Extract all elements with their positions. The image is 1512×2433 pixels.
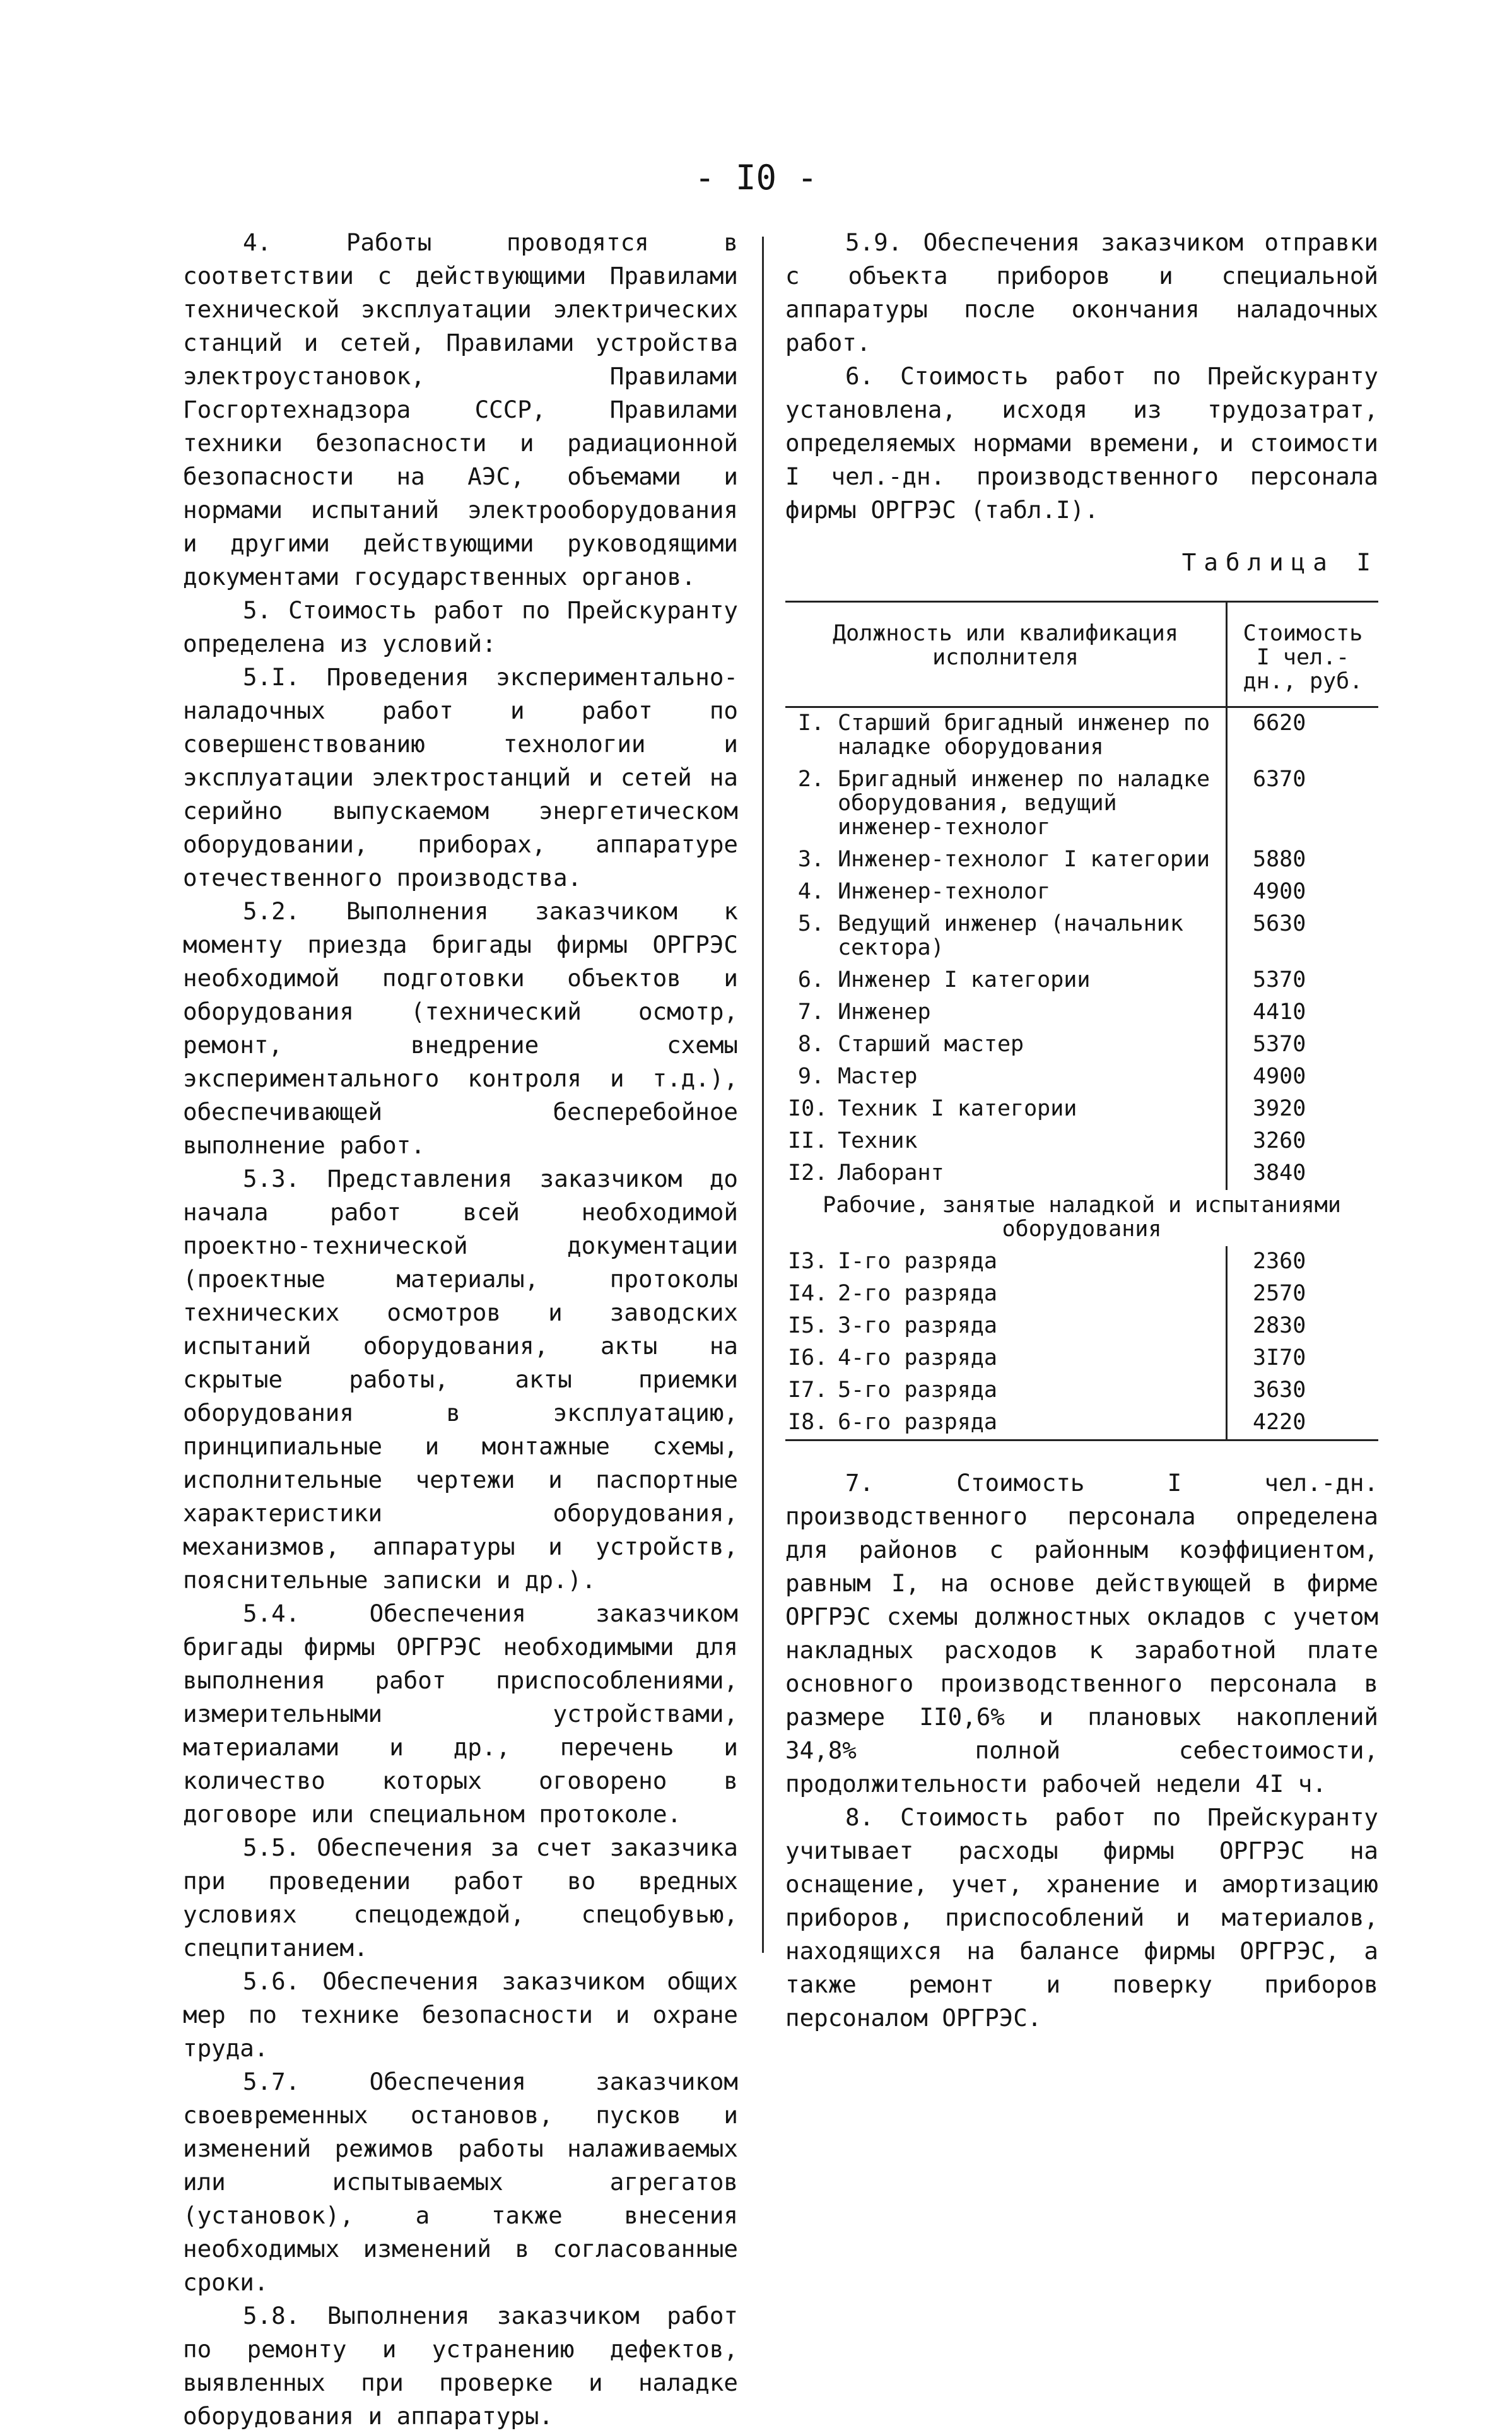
right-column [785,226,1378,2035]
position-title: I-го разряда [838,1249,997,1274]
cost-cell: 4900 [1253,879,1306,904]
position-title: Инженер-технолог [838,879,1051,904]
position-cell [785,764,1227,844]
cost-cell: 4410 [1253,999,1306,1025]
row-number: I6. [788,1345,828,1370]
position-title: Инженер I категории [838,967,1091,993]
table-row [785,1093,1378,1126]
row-number: II. [788,1128,828,1153]
table-group-row [785,1190,1378,1246]
table-row [785,844,1378,876]
table-row [785,1278,1378,1311]
position-title: 5-го разряда [838,1377,997,1403]
position-cell [785,1246,1227,1278]
cost-cell: 5880 [1253,847,1306,872]
position-cell [785,965,1227,997]
cost-table [785,601,1378,1441]
cost-cell: 2360 [1253,1249,1306,1274]
position-cell [785,1311,1227,1343]
paragraph-5-7: 5.7. Обеспечения заказчиком своевременных остановов, пусков и изменений режимов работы налаживаемых или испытываемых агрегатов (установок), а также внесения необходимых изменений в согласованные сроки. [183,2068,738,2296]
position-cell [785,1029,1227,1061]
table-row [785,965,1378,997]
row-number: 4. [797,879,824,904]
group-title: Рабочие, занятые наладкой и испытаниями оборудования [823,1193,1341,1242]
row-number: 7. [797,999,824,1025]
cost-cell: 4220 [1253,1410,1306,1435]
table-row [785,909,1378,965]
position-title: Мастер [838,1064,918,1089]
cost-cell: 6370 [1253,767,1306,792]
cost-cell: 3630 [1253,1377,1306,1403]
cost-cell: 3840 [1253,1160,1306,1186]
row-number: I2. [788,1160,828,1186]
row-number: I8. [788,1410,828,1435]
table-row [785,1126,1378,1158]
position-title: 6-го разряда [838,1410,997,1435]
table-row [785,1343,1378,1375]
cost-cell: 3I70 [1253,1345,1306,1370]
position-title: Старший мастер [838,1032,1024,1057]
position-title: Техник I категории [838,1096,1077,1121]
row-number: 2. [797,767,824,792]
row-number: I3. [788,1249,828,1274]
position-cell [785,1158,1227,1190]
row-number: 6. [797,967,824,993]
paragraph-5-3: 5.3. Представления заказчиком до начала работ всей необходимой проектно-технической документации (проектные материалы, протоколы технических осмотров и заводских испытаний оборудования, акты на скрытые работы, акты приемки оборудования в эксплуатацию, принципиальные и монтажные схемы, исполнительные чертежи и паспортные характеристики оборудования, механизмов, аппаратуры и устройств, пояснительные записки и др.). [183,1165,738,1594]
cost-cell: 5630 [1253,911,1306,936]
position-cell [785,1375,1227,1407]
position-cell [785,1407,1227,1440]
position-title: Лаборант [838,1160,944,1186]
position-cell [785,909,1227,965]
paragraph-4: 4. Работы проводятся в соответствии с действующими Правилами технической эксплуатации электрических станций и сетей, Правилами устройства электроустановок, Правилами Госгортехнадзора СССР, Правилами техники безопасности и радиационной безопасности на АЭС, объемами и нормами испытаний электрооборудования и другими действующими руководящими документами государственных органов. [183,228,738,591]
cost-cell: 2830 [1253,1313,1306,1338]
cost-cell: 6620 [1253,710,1306,736]
table-row [785,1158,1378,1190]
row-number: I. [797,710,824,736]
paragraph-5-9: 5.9. Обеспечения заказчиком отправки с объекта приборов и специальной аппаратуры после окончания наладочных работ. [785,228,1378,356]
position-cell [785,1061,1227,1093]
table-row [785,764,1378,844]
row-number: 3. [797,847,824,872]
paragraph-8: 8. Стоимость работ по Прейскуранту учитывает расходы фирмы ОРГРЭС на оснащение, учет, хранение и амортизацию приборов, приспособлений и материалов, находящихся на балансе фирмы ОРГРЭС, а также ремонт и поверку приборов персоналом ОРГРЭС. [785,1803,1378,2032]
position-cell [785,1343,1227,1375]
position-cell [785,1278,1227,1311]
row-number: 9. [797,1064,824,1089]
position-title: 2-го разряда [838,1281,997,1306]
table-header-row [785,602,1378,707]
cost-cell: 4900 [1253,1064,1306,1089]
table-row [785,997,1378,1029]
position-cell [785,844,1227,876]
row-number: I4. [788,1281,828,1306]
row-number: I7. [788,1377,828,1403]
column-divider [762,237,764,1953]
cost-cell: 5370 [1253,967,1306,993]
table-row [785,1029,1378,1061]
position-title: 4-го разряда [838,1345,997,1370]
paragraph-5-6: 5.6. Обеспечения заказчиком общих мер по технике безопасности и охране труда. [183,1967,738,2062]
position-title: Старший бригадный инженер по наладке оборудования [838,710,1210,760]
table-body-group [785,1246,1378,1440]
position-title: Бригадный инженер по наладке оборудования, ведущий инженер-технолог [838,767,1210,840]
paragraph-5-4: 5.4. Обеспечения заказчиком бригады фирмы ОРГРЭС необходимыми для выполнения работ приспособлениями, измерительными устройствами, материалами и др., перечень и количество которых оговорено в договоре или специальном протоколе. [183,1599,738,1828]
position-title: Ведущий инженер (начальник сектора) [838,911,1183,960]
page-number: - I0 - [694,158,818,197]
table-row [785,1061,1378,1093]
row-number: 8. [797,1032,824,1057]
cost-cell: 2570 [1253,1281,1306,1306]
row-number: I5. [788,1313,828,1338]
paragraph-5-8: 5.8. Выполнения заказчиком работ по ремонту и устранению дефектов, выявленных при проверке и наладке оборудования и аппаратуры. [183,2302,738,2430]
row-number: 5. [797,911,824,936]
position-title: Техник [838,1128,918,1153]
table-caption: Таблица I [1181,548,1378,576]
row-number: I0. [788,1096,828,1121]
paragraph-6: 6. Стоимость работ по Прейскуранту установлена, исходя из трудозатрат, определяемых нормами времени, и стоимости I чел.-дн. производственного персонала фирмы ОРГРЭС (табл.I). [785,362,1378,524]
position-cell [785,1126,1227,1158]
table-body-main [785,707,1378,1191]
cost-cell: 5370 [1253,1032,1306,1057]
position-title: Инженер [838,999,931,1025]
position-cell [785,1093,1227,1126]
cost-cell: 3920 [1253,1096,1306,1121]
paragraph-7: 7. Стоимость I чел.-дн. производственного персонала определена для районов с районным коэффициентом, равным I, на основе действующей в фирме ОРГРЭС схемы должностных окладов с учетом накладных расходов к заработной плате основного производственного персонала в размере II0,6% и плановых накоплений 34,8% полной себестоимости, продолжительности рабочей недели 4I ч. [785,1469,1378,1798]
position-title: 3-го разряда [838,1313,997,1338]
table-row [785,1311,1378,1343]
paragraph-5-2: 5.2. Выполнения заказчиком к моменту приезда бригады фирмы ОРГРЭС необходимой подготовки объектов и оборудования (технический осмотр, ремонт, внедрение схемы экспериментального контроля и т.д.), обеспечивающей бесперебойное выполнение работ. [183,897,738,1159]
paragraph-5: 5. Стоимость работ по Прейскуранту определена из условий: [183,596,738,657]
position-title: Инженер-технолог I категории [838,847,1210,872]
position-cell [785,876,1227,909]
left-column [183,226,738,2433]
table-row [785,876,1378,909]
header-cost: Стоимость I чел.-дн., руб. [1243,621,1363,694]
paragraph-5-1: 5.I. Проведения экспериментально-наладочных работ и работ по совершенствованию технологии и эксплуатации электростанций и сетей на серийно выпускаемом энергетическом оборудовании, приборах, аппаратуре отечественного производства. [183,663,738,892]
cost-cell: 3260 [1253,1128,1306,1153]
position-cell [785,707,1227,765]
table-row [785,1246,1378,1278]
position-cell [785,997,1227,1029]
header-position: Должность или квалификация исполнителя [785,602,1227,707]
table-row [785,707,1378,765]
table-row [785,1407,1378,1440]
paragraph-5-5: 5.5. Обеспечения за счет заказчика при проведении работ во вредных условиях спецодеждой, спецобувью, спецпитанием. [183,1834,738,1962]
table-row [785,1375,1378,1407]
